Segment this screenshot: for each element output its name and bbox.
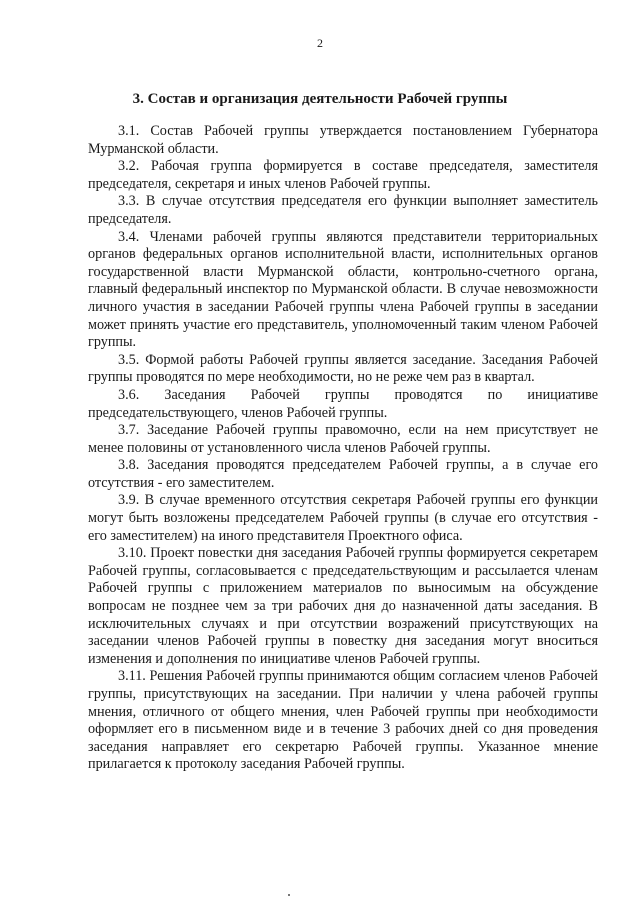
paragraph-3-10: 3.10. Проект повестки дня заседания Рабочей группы формируется секретарем Рабочей группы, согласовывается с председательствующим и рассылается членам Рабочей группы с приложением материалов по выносимым на обсуждение вопросам не позднее чем за три рабочих дня до назначенной даты заседания. В исключительных случаях и при отсутствии возражений присутствующих на заседании членов Рабочей группы в повестку дня заседания могут вноситься изменения и дополнения по инициативе членов Рабочей группы.	[88, 545, 598, 667]
paragraph-3-8: 3.8. Заседания проводятся председателем Рабочей группы, а в случае его отсутствия - его заместителем.	[88, 457, 598, 491]
paragraph-3-6: 3.6. Заседания Рабочей группы проводятся по инициативе председательствующего, членов Рабочей группы.	[88, 386, 598, 421]
paragraph-3-2: 3.2. Рабочая группа формируется в составе председателя, заместителя председателя, секретаря и иных членов Рабочей группы.	[88, 158, 598, 192]
paragraph-3-3: 3.3. В случае отсутствия председателя его функции выполняет заместитель председателя.	[88, 193, 598, 227]
section-body	[88, 123, 598, 774]
scan-speck	[288, 894, 290, 896]
paragraph-3-5: 3.5. Формой работы Рабочей группы является заседание. Заседания Рабочей группы проводятся по мере необходимости, но не реже чем раз в квартал.	[88, 351, 598, 386]
page-number: 2	[317, 36, 323, 50]
paragraph-3-1: 3.1. Состав Рабочей группы утверждается постановлением Губернатора Мурманской области.	[88, 123, 598, 157]
paragraph-3-7: 3.7. Заседание Рабочей группы правомочно, если на нем присутствует не менее половины от установленного числа членов Рабочей группы.	[88, 422, 598, 456]
section-title: 3. Состав и организация деятельности Рабочей группы	[132, 91, 508, 107]
paragraph-3-11: 3.11. Решения Рабочей группы принимаются общим согласием членов Рабочей группы, присутствующих на заседании. При наличии у члена рабочей группы мнения, отличного от общего мнения, член Рабочей группы при необходимости оформляет его в письменном виде и в течение 3 рабочих дней со дня проведения заседания направляет его секретарю Рабочей группы. Указанное мнение прилагается к протоколу заседания Рабочей группы.	[88, 668, 598, 773]
paragraph-3-9: 3.9. В случае временного отсутствия секретаря Рабочей группы его функции могут быть возложены председателем Рабочей группы (в случае его отсутствия - его заместителем) на иного представителя Проектного офиса.	[88, 492, 598, 544]
paragraph-3-4: 3.4. Членами рабочей группы являются представители территориальных органов федеральных органов исполнительной власти, исполнительных органов государственной власти Мурманской области, контрольно-счетного органа, главный федеральный инспектор по Мурманской области. В случае невозможности личного участия в заседании Рабочей группы члена Рабочей группы в заседании может принять участие его представитель, уполномоченный таким членом Рабочей группы.	[88, 228, 598, 351]
